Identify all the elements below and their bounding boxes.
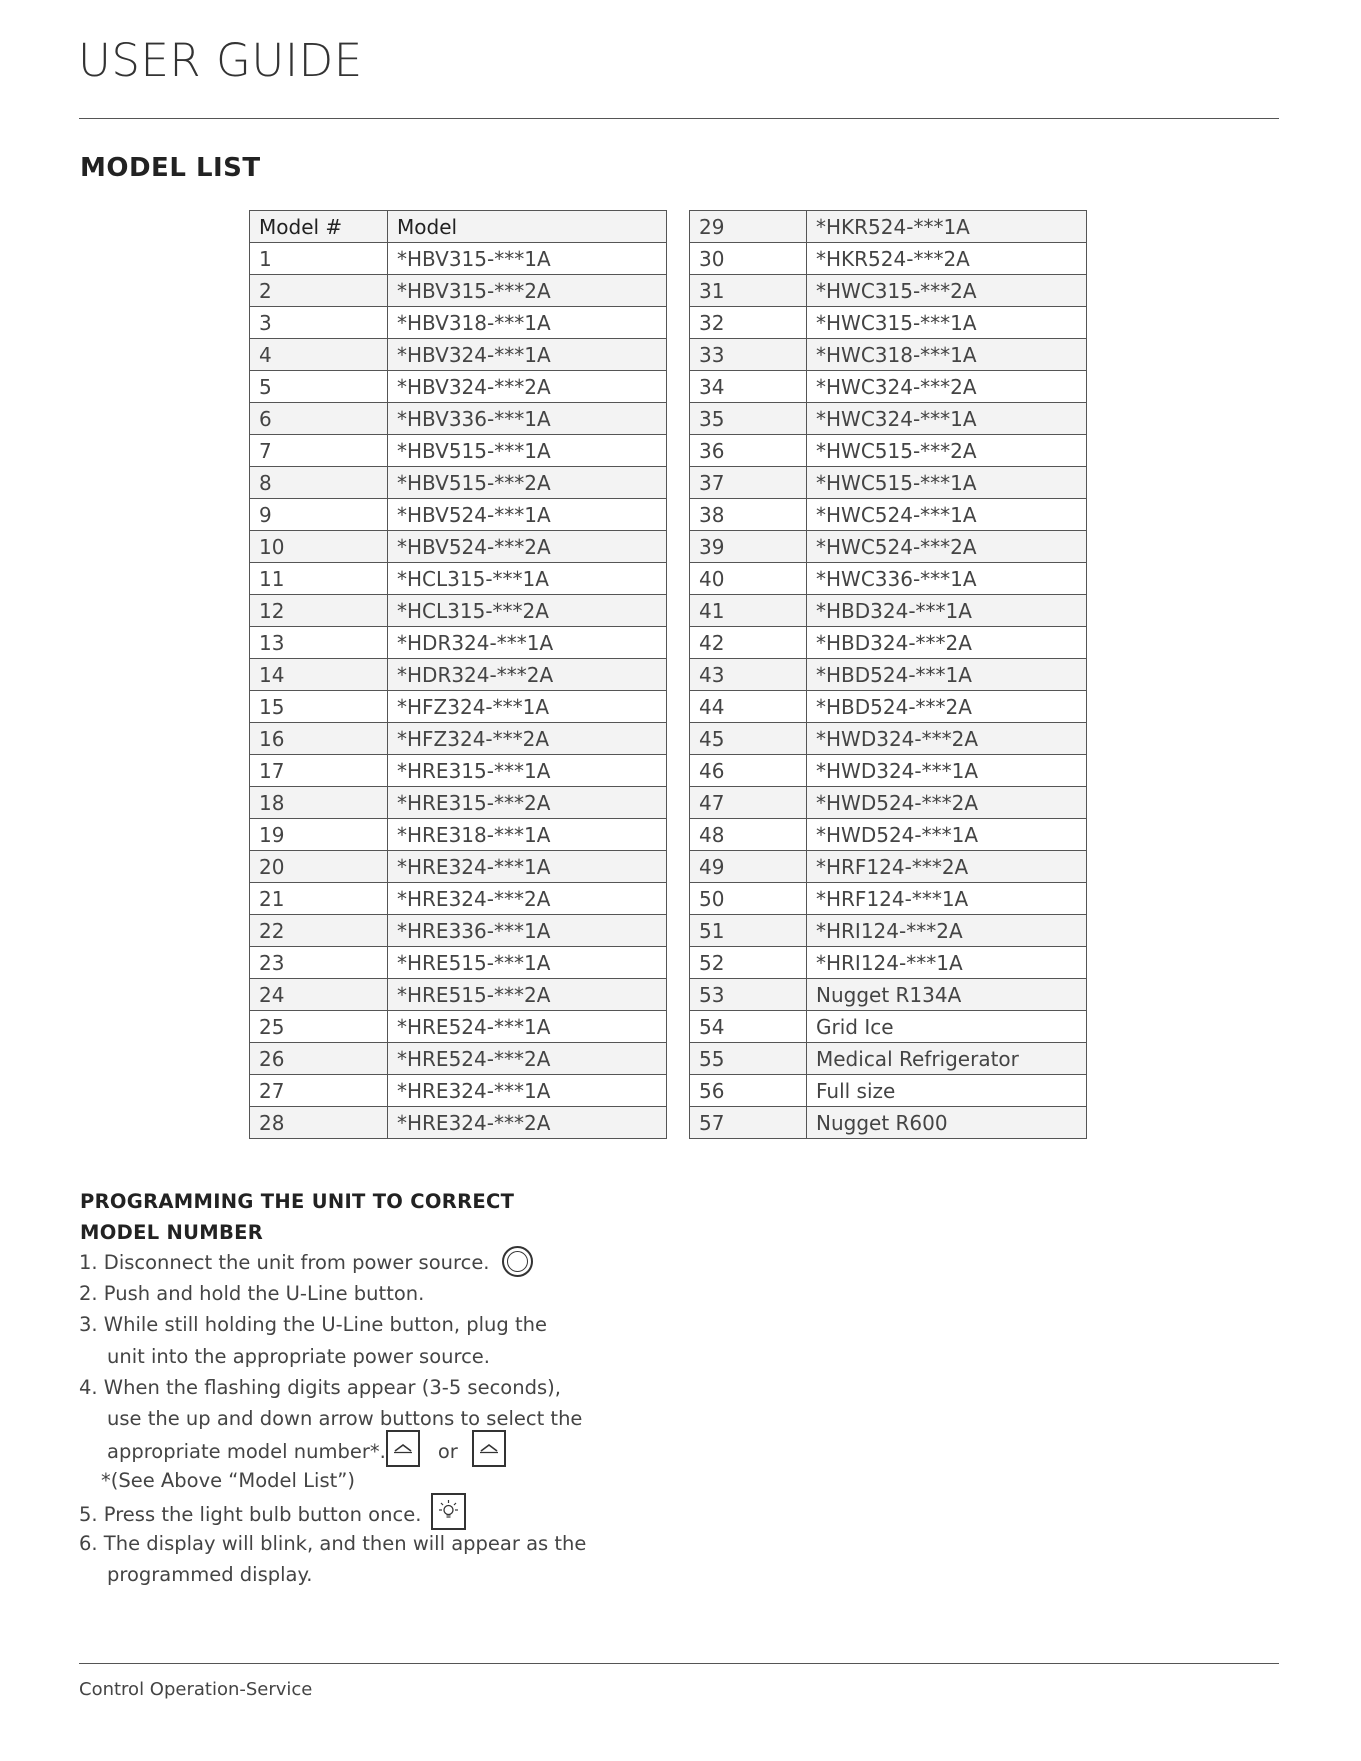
model-name-cell: *HRE318-***1A bbox=[388, 819, 667, 851]
table-row bbox=[250, 339, 667, 371]
model-name-cell: *HBV515-***1A bbox=[388, 435, 667, 467]
model-number-cell: 2 bbox=[250, 275, 388, 307]
table-row bbox=[690, 819, 1087, 851]
table-row bbox=[690, 979, 1087, 1011]
table-row bbox=[250, 563, 667, 595]
model-number-cell: 14 bbox=[250, 659, 388, 691]
table-row bbox=[690, 787, 1087, 819]
model-name-cell: *HCL315-***2A bbox=[388, 595, 667, 627]
model-name-cell: *HRF124-***1A bbox=[807, 883, 1087, 915]
table-row bbox=[690, 659, 1087, 691]
section-heading-model-list: MODEL LIST bbox=[80, 153, 261, 183]
model-number-cell: 23 bbox=[250, 947, 388, 979]
model-name-cell: *HRE524-***1A bbox=[388, 1011, 667, 1043]
table-row bbox=[690, 307, 1087, 339]
model-number-cell: 27 bbox=[250, 1075, 388, 1107]
model-table-right bbox=[689, 210, 1087, 1139]
table-row bbox=[250, 211, 667, 243]
table-row bbox=[250, 787, 667, 819]
model-name-cell: *HKR524-***1A bbox=[807, 211, 1087, 243]
table-row bbox=[250, 1075, 667, 1107]
model-name-cell: *HBD324-***1A bbox=[807, 595, 1087, 627]
model-name-cell: *HWD524-***1A bbox=[807, 819, 1087, 851]
model-name-cell: *HWC515-***1A bbox=[807, 467, 1087, 499]
model-number-cell: 51 bbox=[690, 915, 807, 947]
step-5-text: 5. Press the light bulb button once. bbox=[79, 1502, 422, 1526]
model-name-cell: *HBV318-***1A bbox=[388, 307, 667, 339]
model-number-cell: 34 bbox=[690, 371, 807, 403]
model-number-cell: 33 bbox=[690, 339, 807, 371]
model-number-cell: 11 bbox=[250, 563, 388, 595]
model-name-cell: *HRE315-***2A bbox=[388, 787, 667, 819]
step-3-text-1: 3. While still holding the U-Line button, plug the bbox=[79, 1313, 547, 1337]
table-row bbox=[690, 275, 1087, 307]
or-word: or bbox=[437, 1440, 458, 1464]
step-2-text: 2. Push and hold the U-Line button. bbox=[79, 1282, 425, 1306]
model-number-cell: 30 bbox=[690, 243, 807, 275]
table-row bbox=[690, 563, 1087, 595]
model-number-cell: 49 bbox=[690, 851, 807, 883]
table-row bbox=[690, 851, 1087, 883]
model-name-cell: *HFZ324-***1A bbox=[388, 691, 667, 723]
table-row bbox=[690, 243, 1087, 275]
table-row bbox=[250, 435, 667, 467]
model-name-cell: *HWC336-***1A bbox=[807, 563, 1087, 595]
model-name-cell: *HRE324-***1A bbox=[388, 1075, 667, 1107]
table-row bbox=[690, 1043, 1087, 1075]
model-name-cell: *HRI124-***1A bbox=[807, 947, 1087, 979]
model-number-cell: 37 bbox=[690, 467, 807, 499]
model-number-cell: 25 bbox=[250, 1011, 388, 1043]
programming-heading bbox=[80, 1186, 560, 1248]
step-4-text-2: use the up and down arrow buttons to select the bbox=[107, 1406, 583, 1430]
model-number-cell: 21 bbox=[250, 883, 388, 915]
light-bulb-icon bbox=[431, 1493, 466, 1530]
footer-text: Control Operation-Service bbox=[79, 1679, 313, 1700]
model-name-cell: Medical Refrigerator bbox=[807, 1043, 1087, 1075]
model-name-cell: *HRE515-***2A bbox=[388, 979, 667, 1011]
model-number-cell: 20 bbox=[250, 851, 388, 883]
model-number-cell: 43 bbox=[690, 659, 807, 691]
page-title: USER GUIDE bbox=[78, 34, 363, 87]
header-divider bbox=[79, 118, 1279, 119]
table-row bbox=[250, 531, 667, 563]
model-number-cell: Model # bbox=[250, 211, 388, 243]
model-name-cell: *HBD324-***2A bbox=[807, 627, 1087, 659]
step-6-line2 bbox=[79, 1559, 639, 1590]
model-name-cell: *HBV324-***2A bbox=[388, 371, 667, 403]
model-name-cell: *HDR324-***2A bbox=[388, 659, 667, 691]
step-4-text-1: 4. When the flashing digits appear (3-5 seconds), bbox=[79, 1375, 561, 1399]
table-row bbox=[250, 755, 667, 787]
model-number-cell: 35 bbox=[690, 403, 807, 435]
table-row bbox=[690, 1107, 1087, 1139]
table-row bbox=[690, 883, 1087, 915]
model-number-cell: 53 bbox=[690, 979, 807, 1011]
table-row bbox=[250, 1043, 667, 1075]
model-name-cell: *HRE324-***1A bbox=[388, 851, 667, 883]
table-row bbox=[250, 883, 667, 915]
table-row bbox=[250, 1011, 667, 1043]
model-name-cell: *HBV336-***1A bbox=[388, 403, 667, 435]
model-number-cell: 17 bbox=[250, 755, 388, 787]
model-number-cell: 46 bbox=[690, 755, 807, 787]
note-text: *(See Above “Model List”) bbox=[101, 1469, 355, 1493]
down-arrow-icon bbox=[472, 1430, 506, 1467]
model-name-cell: *HWD524-***2A bbox=[807, 787, 1087, 819]
u-line-power-icon bbox=[502, 1246, 533, 1277]
table-row bbox=[250, 947, 667, 979]
table-row bbox=[250, 691, 667, 723]
model-name-cell: *HRE515-***1A bbox=[388, 947, 667, 979]
model-number-cell: 36 bbox=[690, 435, 807, 467]
model-name-cell: Grid Ice bbox=[807, 1011, 1087, 1043]
step-3-text-2: unit into the appropriate power source. bbox=[107, 1344, 490, 1368]
model-number-cell: 16 bbox=[250, 723, 388, 755]
table-row bbox=[690, 211, 1087, 243]
table-row bbox=[250, 659, 667, 691]
model-number-cell: 6 bbox=[250, 403, 388, 435]
model-number-cell: 22 bbox=[250, 915, 388, 947]
model-number-cell: 50 bbox=[690, 883, 807, 915]
model-number-cell: 38 bbox=[690, 499, 807, 531]
model-number-cell: 12 bbox=[250, 595, 388, 627]
model-number-cell: 44 bbox=[690, 691, 807, 723]
model-number-cell: 13 bbox=[250, 627, 388, 659]
step-4-text-3: appropriate model number*. bbox=[107, 1440, 386, 1464]
table-row bbox=[690, 531, 1087, 563]
model-number-cell: 40 bbox=[690, 563, 807, 595]
model-number-cell: 15 bbox=[250, 691, 388, 723]
table-row bbox=[690, 755, 1087, 787]
table-row bbox=[250, 979, 667, 1011]
model-name-cell: *HBV315-***2A bbox=[388, 275, 667, 307]
model-number-cell: 47 bbox=[690, 787, 807, 819]
table-row bbox=[690, 915, 1087, 947]
model-name-cell: *HBV515-***2A bbox=[388, 467, 667, 499]
table-row bbox=[690, 403, 1087, 435]
step-4-line1 bbox=[79, 1372, 639, 1403]
programming-steps bbox=[79, 1247, 639, 1590]
table-row bbox=[250, 371, 667, 403]
model-name-cell: *HBD524-***2A bbox=[807, 691, 1087, 723]
model-number-cell: 1 bbox=[250, 243, 388, 275]
step-2 bbox=[79, 1278, 639, 1309]
model-number-cell: 52 bbox=[690, 947, 807, 979]
model-number-cell: 32 bbox=[690, 307, 807, 339]
model-name-cell: *HFZ324-***2A bbox=[388, 723, 667, 755]
model-name-cell: *HRE324-***2A bbox=[388, 1107, 667, 1139]
table-row bbox=[690, 723, 1087, 755]
step-3-line2 bbox=[79, 1341, 639, 1372]
table-row bbox=[250, 499, 667, 531]
model-number-cell: 7 bbox=[250, 435, 388, 467]
step-6-text-1: 6. The display will blink, and then will appear as the bbox=[79, 1531, 587, 1555]
model-number-cell: 28 bbox=[250, 1107, 388, 1139]
table-row bbox=[250, 627, 667, 659]
table-row bbox=[250, 851, 667, 883]
programming-heading-line1: PROGRAMMING THE UNIT TO CORRECT bbox=[80, 1190, 515, 1213]
model-name-cell: *HRF124-***2A bbox=[807, 851, 1087, 883]
table-row bbox=[690, 1011, 1087, 1043]
model-name-cell: *HRE315-***1A bbox=[388, 755, 667, 787]
table-row bbox=[250, 307, 667, 339]
model-number-cell: 31 bbox=[690, 275, 807, 307]
table-row bbox=[690, 467, 1087, 499]
model-number-cell: 19 bbox=[250, 819, 388, 851]
programming-heading-line2: MODEL NUMBER bbox=[80, 1221, 264, 1244]
model-number-cell: 10 bbox=[250, 531, 388, 563]
table-row bbox=[690, 947, 1087, 979]
model-number-cell: 48 bbox=[690, 819, 807, 851]
model-name-cell: *HWC318-***1A bbox=[807, 339, 1087, 371]
model-name-cell: *HWC524-***1A bbox=[807, 499, 1087, 531]
model-name-cell: Model bbox=[388, 211, 667, 243]
model-number-cell: 8 bbox=[250, 467, 388, 499]
model-number-cell: 29 bbox=[690, 211, 807, 243]
model-name-cell: Full size bbox=[807, 1075, 1087, 1107]
model-name-cell: *HBV524-***1A bbox=[388, 499, 667, 531]
model-number-cell: 54 bbox=[690, 1011, 807, 1043]
model-name-cell: *HWC324-***2A bbox=[807, 371, 1087, 403]
model-name-cell: *HBD524-***1A bbox=[807, 659, 1087, 691]
model-name-cell: *HWC315-***2A bbox=[807, 275, 1087, 307]
table-row bbox=[250, 723, 667, 755]
step-6-text-2: programmed display. bbox=[107, 1562, 313, 1586]
step-5 bbox=[79, 1497, 639, 1528]
model-name-cell: *HWD324-***1A bbox=[807, 755, 1087, 787]
step-4-line2 bbox=[79, 1403, 639, 1434]
model-number-cell: 57 bbox=[690, 1107, 807, 1139]
table-row bbox=[250, 1107, 667, 1139]
model-name-cell: *HRE324-***2A bbox=[388, 883, 667, 915]
model-name-cell: *HKR524-***2A bbox=[807, 243, 1087, 275]
table-row bbox=[250, 915, 667, 947]
table-row bbox=[690, 691, 1087, 723]
up-arrow-icon bbox=[386, 1430, 420, 1467]
model-list-note bbox=[79, 1465, 639, 1496]
model-name-cell: *HWC524-***2A bbox=[807, 531, 1087, 563]
table-row bbox=[250, 595, 667, 627]
table-row bbox=[690, 499, 1087, 531]
model-number-cell: 39 bbox=[690, 531, 807, 563]
table-row bbox=[690, 627, 1087, 659]
model-number-cell: 45 bbox=[690, 723, 807, 755]
model-table-left bbox=[249, 210, 667, 1139]
table-row bbox=[690, 339, 1087, 371]
model-number-cell: 18 bbox=[250, 787, 388, 819]
model-number-cell: 5 bbox=[250, 371, 388, 403]
model-name-cell: *HWC324-***1A bbox=[807, 403, 1087, 435]
model-name-cell: *HDR324-***1A bbox=[388, 627, 667, 659]
model-name-cell: Nugget R600 bbox=[807, 1107, 1087, 1139]
table-row bbox=[690, 595, 1087, 627]
table-row bbox=[690, 435, 1087, 467]
model-number-cell: 56 bbox=[690, 1075, 807, 1107]
table-row bbox=[250, 467, 667, 499]
table-row bbox=[690, 1075, 1087, 1107]
model-name-cell: Nugget R134A bbox=[807, 979, 1087, 1011]
model-name-cell: *HBV324-***1A bbox=[388, 339, 667, 371]
table-row bbox=[250, 275, 667, 307]
model-name-cell: *HRE524-***2A bbox=[388, 1043, 667, 1075]
step-3-line1 bbox=[79, 1309, 639, 1340]
table-row bbox=[250, 403, 667, 435]
step-1 bbox=[79, 1247, 639, 1278]
model-number-cell: 4 bbox=[250, 339, 388, 371]
step-4-line3 bbox=[79, 1434, 639, 1465]
model-name-cell: *HWD324-***2A bbox=[807, 723, 1087, 755]
model-number-cell: 9 bbox=[250, 499, 388, 531]
model-name-cell: *HWC515-***2A bbox=[807, 435, 1087, 467]
step-6-line1 bbox=[79, 1528, 639, 1559]
model-name-cell: *HBV315-***1A bbox=[388, 243, 667, 275]
model-number-cell: 24 bbox=[250, 979, 388, 1011]
footer-divider bbox=[79, 1663, 1279, 1664]
table-row bbox=[690, 371, 1087, 403]
model-name-cell: *HWC315-***1A bbox=[807, 307, 1087, 339]
model-name-cell: *HRE336-***1A bbox=[388, 915, 667, 947]
model-name-cell: *HCL315-***1A bbox=[388, 563, 667, 595]
model-number-cell: 42 bbox=[690, 627, 807, 659]
model-number-cell: 26 bbox=[250, 1043, 388, 1075]
model-number-cell: 55 bbox=[690, 1043, 807, 1075]
model-name-cell: *HBV524-***2A bbox=[388, 531, 667, 563]
step-1-text: 1. Disconnect the unit from power source. bbox=[79, 1251, 490, 1274]
model-name-cell: *HRI124-***2A bbox=[807, 915, 1087, 947]
model-number-cell: 3 bbox=[250, 307, 388, 339]
table-row bbox=[250, 243, 667, 275]
model-number-cell: 41 bbox=[690, 595, 807, 627]
table-row bbox=[250, 819, 667, 851]
